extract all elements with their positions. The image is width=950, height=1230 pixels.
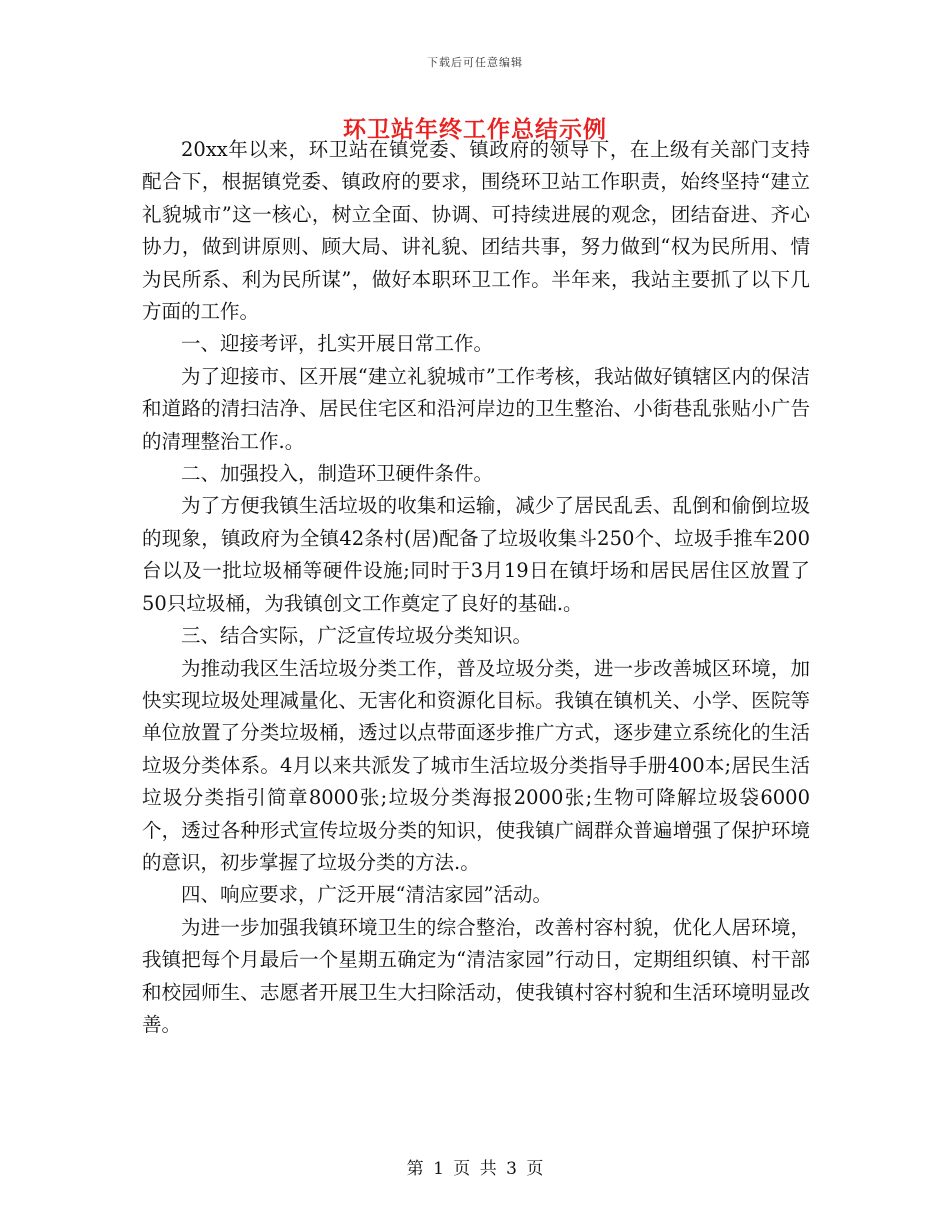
header-note: 下载后可任意编辑 [427, 56, 523, 69]
paragraph-section-2: 为了方便我镇生活垃圾的收集和运输，减少了居民乱丢、乱倒和偷倒垃圾的现象，镇政府为全镇42条村(居)配备了垃圾收集斗250个、垃圾手推车200台以及一批垃圾桶等硬件设施;同时于3月19日在镇圩场和居民居住区放置了50只垃圾桶，为我镇创文工作奠定了良好的基础.。 [142, 494, 810, 615]
document-title: 环卫站年终工作总结示例 [343, 116, 607, 143]
paragraph-section-3: 为推动我区生活垃圾分类工作，普及垃圾分类，进一步改善城区环境，加快实现垃圾处理减量化、无害化和资源化目标。我镇在镇机关、小学、医院等单位放置了分类垃圾桶，透过以点带面逐步推广方式，逐步建立系统化的生活垃圾分类体系。4月以来共派发了城市生活垃圾分类指导手册400本;居民生活垃圾分类指引简章8000张;垃圾分类海报2000张;生物可降解垃圾袋6000个，透过各种形式宣传垃圾分类的知识，使我镇广阔群众普遍增强了保护环境的意识，初步掌握了垃圾分类的方法.。 [142, 656, 810, 874]
paragraph-section-4: 为进一步加强我镇环境卫生的综合整治，改善村容村貌，优化人居环境，我镇把每个月最后一个星期五确定为“清洁家园”行动日，定期组织镇、村干部和校园师生、志愿者开展卫生大扫除活动，使我镇村容村貌和生活环境明显改善。 [142, 915, 810, 1036]
section-heading-1: 一、迎接考评，扎实开展日常工作。 [181, 332, 494, 356]
page-number-footer: 第 1 页 共 3 页 [406, 1159, 544, 1179]
paragraph-section-1: 为了迎接市、区开展“建立礼貌城市”工作考核，我站做好镇辖区内的保洁和道路的清扫洁净、居民住宅区和沿河岸边的卫生整治、小街巷乱张贴小广告的清理整治工作.。 [142, 364, 810, 453]
section-heading-4: 四、响应要求，广泛开展“清洁家园”活动。 [181, 883, 552, 907]
paragraph-intro: 20xx年以来，环卫站在镇党委、镇政府的领导下，在上级有关部门支持配合下，根据镇党委、镇政府的要求，围绕环卫站工作职责，始终坚持“建立礼貌城市”这一核心，树立全面、协调、可持续进展的观念，团结奋进、齐心协力，做到讲原则、顾大局、讲礼貌、团结共事，努力做到“权为民所用、情为民所系、利为民所谋”，做好本职环卫工作。半年来，我站主要抓了以下几方面的工作。 [142, 138, 810, 324]
section-heading-2: 二、加强投入，制造环卫硬件条件。 [181, 462, 494, 486]
section-heading-3: 三、结合实际，广泛宣传垃圾分类知识。 [181, 624, 533, 648]
document-body [142, 134, 810, 1041]
